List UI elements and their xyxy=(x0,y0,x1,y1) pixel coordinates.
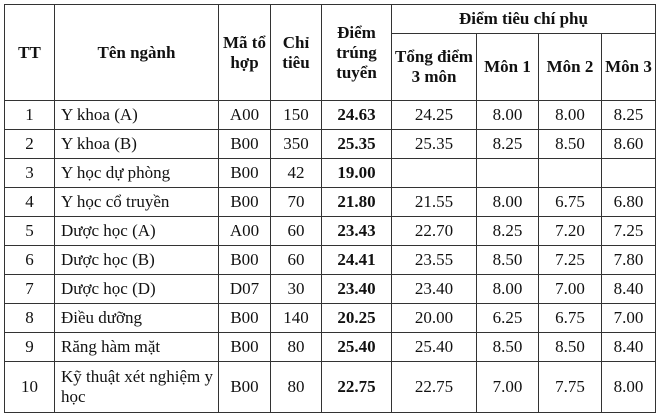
cell-total: 25.40 xyxy=(392,333,477,362)
cell-quota: 350 xyxy=(271,130,322,159)
cell-quota: 80 xyxy=(271,333,322,362)
cell-mon3: 6.80 xyxy=(602,188,656,217)
cell-quota: 60 xyxy=(271,217,322,246)
cell-mon1: 7.00 xyxy=(477,362,539,413)
table-row xyxy=(5,246,656,275)
cell-quota: 70 xyxy=(271,188,322,217)
cell-name: Răng hàm mặt xyxy=(55,333,219,362)
cell-mon2: 8.50 xyxy=(539,130,602,159)
cell-mon2: 6.75 xyxy=(539,304,602,333)
cell-score: 19.00 xyxy=(322,159,392,188)
cell-mon3: 8.25 xyxy=(602,101,656,130)
cell-code: A00 xyxy=(219,101,271,130)
table-row xyxy=(5,159,656,188)
header-ten-nganh: Tên ngành xyxy=(55,5,219,101)
table-row xyxy=(5,217,656,246)
header-mon-2: Môn 2 xyxy=(539,34,602,101)
cell-quota: 80 xyxy=(271,362,322,413)
cell-name: Y học cổ truyền xyxy=(55,188,219,217)
cell-quota: 30 xyxy=(271,275,322,304)
cell-mon3: 7.25 xyxy=(602,217,656,246)
cell-quota: 42 xyxy=(271,159,322,188)
cell-tt: 9 xyxy=(5,333,55,362)
cell-mon1: 8.50 xyxy=(477,333,539,362)
cell-tt: 5 xyxy=(5,217,55,246)
header-tt: TT xyxy=(5,5,55,101)
cell-score: 20.25 xyxy=(322,304,392,333)
table-row xyxy=(5,130,656,159)
cell-total xyxy=(392,159,477,188)
cell-code: D07 xyxy=(219,275,271,304)
cell-mon2: 7.20 xyxy=(539,217,602,246)
header-tong-diem: Tổng điểm 3 môn xyxy=(392,34,477,101)
cell-quota: 150 xyxy=(271,101,322,130)
cell-mon1: 8.00 xyxy=(477,188,539,217)
header-tieu-chi-phu: Điểm tiêu chí phụ xyxy=(392,5,656,34)
cell-name: Kỹ thuật xét nghiệm y học xyxy=(55,362,219,413)
cell-mon3: 7.80 xyxy=(602,246,656,275)
cell-tt: 7 xyxy=(5,275,55,304)
cell-mon3: 8.00 xyxy=(602,362,656,413)
cell-score: 22.75 xyxy=(322,362,392,413)
cell-mon2 xyxy=(539,159,602,188)
cell-score: 25.35 xyxy=(322,130,392,159)
cell-total: 20.00 xyxy=(392,304,477,333)
cell-code: B00 xyxy=(219,188,271,217)
cell-mon3: 8.40 xyxy=(602,333,656,362)
cell-total: 21.55 xyxy=(392,188,477,217)
cell-mon3: 8.40 xyxy=(602,275,656,304)
cell-mon3 xyxy=(602,159,656,188)
cell-total: 23.40 xyxy=(392,275,477,304)
header-mon-1: Môn 1 xyxy=(477,34,539,101)
cell-mon3: 8.60 xyxy=(602,130,656,159)
cell-mon1: 8.50 xyxy=(477,246,539,275)
cell-mon2: 6.75 xyxy=(539,188,602,217)
table-row xyxy=(5,275,656,304)
table-row xyxy=(5,101,656,130)
cell-tt: 4 xyxy=(5,188,55,217)
cell-code: B00 xyxy=(219,333,271,362)
cell-tt: 8 xyxy=(5,304,55,333)
header-ma-to-hop: Mã tổ hợp xyxy=(219,5,271,101)
header-mon-3: Môn 3 xyxy=(602,34,656,101)
admission-score-table-container xyxy=(4,4,656,413)
cell-quota: 60 xyxy=(271,246,322,275)
cell-mon2: 7.75 xyxy=(539,362,602,413)
cell-mon3: 7.00 xyxy=(602,304,656,333)
header-row-top xyxy=(5,5,656,34)
cell-name: Dược học (A) xyxy=(55,217,219,246)
cell-code: B00 xyxy=(219,159,271,188)
cell-mon1: 8.00 xyxy=(477,101,539,130)
cell-mon2: 8.00 xyxy=(539,101,602,130)
cell-tt: 10 xyxy=(5,362,55,413)
cell-name: Y khoa (B) xyxy=(55,130,219,159)
cell-mon2: 7.25 xyxy=(539,246,602,275)
cell-total: 25.35 xyxy=(392,130,477,159)
header-diem-trung-tuyen: Điểm trúng tuyển xyxy=(322,5,392,101)
cell-name: Dược học (B) xyxy=(55,246,219,275)
cell-score: 23.43 xyxy=(322,217,392,246)
table-row xyxy=(5,188,656,217)
cell-tt: 1 xyxy=(5,101,55,130)
table-row xyxy=(5,304,656,333)
cell-code: B00 xyxy=(219,362,271,413)
cell-mon2: 7.00 xyxy=(539,275,602,304)
cell-total: 23.55 xyxy=(392,246,477,275)
cell-total: 22.70 xyxy=(392,217,477,246)
cell-score: 24.63 xyxy=(322,101,392,130)
cell-total: 24.25 xyxy=(392,101,477,130)
cell-code: B00 xyxy=(219,130,271,159)
cell-tt: 3 xyxy=(5,159,55,188)
cell-name: Điều dưỡng xyxy=(55,304,219,333)
cell-score: 25.40 xyxy=(322,333,392,362)
cell-score: 23.40 xyxy=(322,275,392,304)
cell-quota: 140 xyxy=(271,304,322,333)
cell-score: 24.41 xyxy=(322,246,392,275)
cell-mon1: 8.00 xyxy=(477,275,539,304)
cell-total: 22.75 xyxy=(392,362,477,413)
cell-mon1: 8.25 xyxy=(477,130,539,159)
cell-mon1: 6.25 xyxy=(477,304,539,333)
cell-mon1 xyxy=(477,159,539,188)
cell-mon2: 8.50 xyxy=(539,333,602,362)
cell-code: B00 xyxy=(219,246,271,275)
cell-score: 21.80 xyxy=(322,188,392,217)
cell-name: Dược học (D) xyxy=(55,275,219,304)
header-chi-tieu: Chỉ tiêu xyxy=(271,5,322,101)
cell-mon1: 8.25 xyxy=(477,217,539,246)
table-row xyxy=(5,362,656,413)
cell-code: A00 xyxy=(219,217,271,246)
cell-name: Y khoa (A) xyxy=(55,101,219,130)
cell-tt: 6 xyxy=(5,246,55,275)
cell-tt: 2 xyxy=(5,130,55,159)
table-row xyxy=(5,333,656,362)
cell-code: B00 xyxy=(219,304,271,333)
admission-score-table xyxy=(4,4,656,413)
cell-name: Y học dự phòng xyxy=(55,159,219,188)
